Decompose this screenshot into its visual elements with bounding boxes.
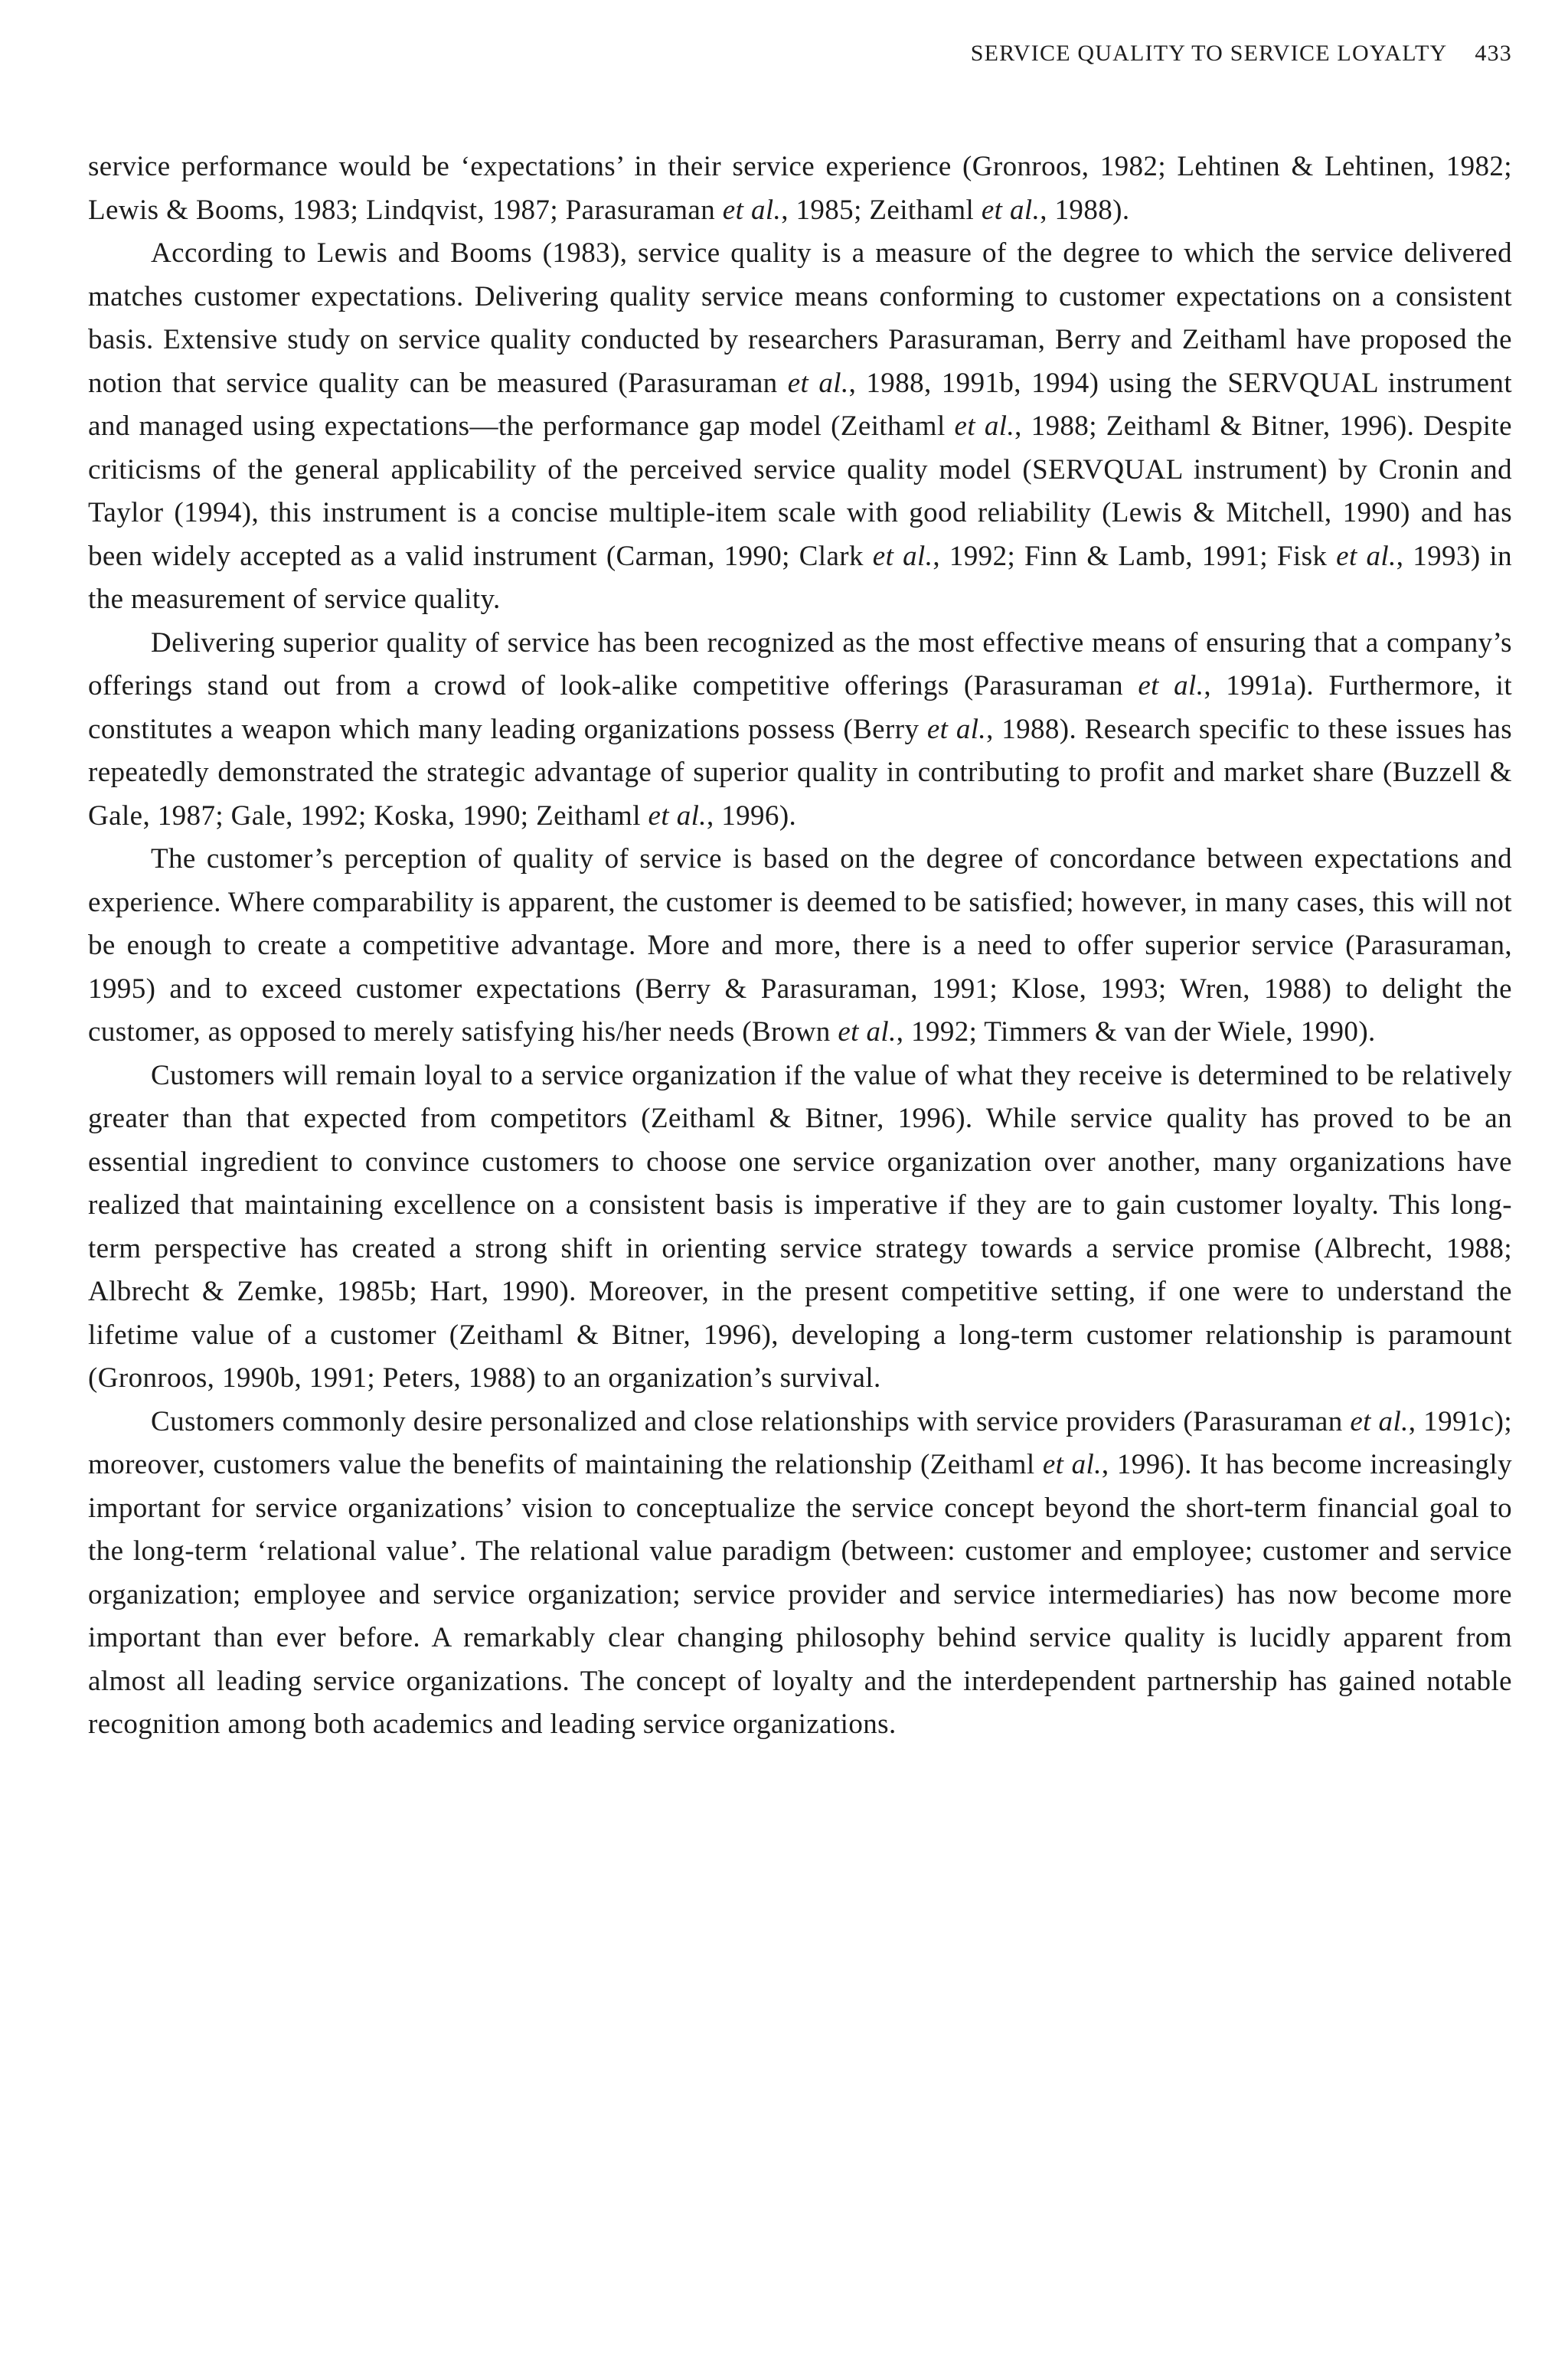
italic-text: et al.: [838, 1016, 897, 1048]
body-paragraph: [88, 1401, 1512, 1747]
italic-text: et al.: [722, 194, 782, 226]
italic-text: et al.: [648, 799, 707, 832]
running-header: [88, 31, 1512, 77]
paragraph-text: , 1993) in the measurement of service quality.: [88, 540, 1512, 615]
paragraph-text: , 1988, 1991b, 1994) using the SERVQUAL instrument and managed using expectations—the performance gap model (Zeithaml: [88, 367, 1512, 442]
paragraph-text: Customers will remain loyal to a service organization if the value of what they receive is determined to be relatively greater than that expected from competitors (Zeithaml & Bitner, 1996). While service quality has proved to be an essential ingredient to convince customers to choose one service organization over another, many organizations have realized that maintaining excellence on a consistent basis is imperative if they are to gain customer loyalty. This long-term perspective has created a strong shift in orienting service strategy towards a service promise (Albrecht, 1988; Albrecht & Zemke, 1985b; Hart, 1990). Moreover, in the present competitive setting, if one were to understand the lifetime value of a customer (Zeithaml & Bitner, 1996), developing a long-term customer relationship is paramount (Gronroos, 1990b, 1991; Peters, 1988) to an organization’s survival.: [88, 1059, 1512, 1394]
paragraph-text: , 1988).: [1040, 194, 1130, 226]
paragraph-text: , 1991a). Furthermore, it constitutes a weapon which many leading organizations possess (Berry: [88, 670, 1512, 745]
running-title: SERVICE QUALITY TO SERVICE LOYALTY: [970, 41, 1448, 66]
paragraph-text: , 1988). Research specific to these issues has repeatedly demonstrated the strategic advantage of superior quality in contributing to profit and market share (Buzzell & Gale, 1987; Gale, 1992; Koska, 1990; Zeithaml: [88, 713, 1512, 832]
paragraph-text: service performance would be ‘expectations’ in their service experience (Gronroos, 1982; Lehtinen & Lehtinen, 1982; Lewis & Booms, 1983; Lindqvist, 1987; Parasuraman: [88, 151, 1512, 226]
italic-text: et al.: [954, 410, 1015, 442]
italic-text: et al.: [872, 540, 933, 572]
paragraph-text: , 1988; Zeithaml & Bitner, 1996). Despite criticisms of the general applicability of the perceived service quality model (SERVQUAL instrument) by Cronin and Taylor (1994), this instrument is a concise multiple-item scale with good reliability (Lewis & Mitchell, 1990) and has been widely accepted as a valid instrument (Carman, 1990; Clark: [88, 410, 1512, 572]
italic-text: et al.: [1042, 1449, 1102, 1480]
journal-page: [88, 31, 1512, 1747]
paragraph-text: Customers commonly desire personalized and close relationships with service providers (Parasuraman: [151, 1405, 1351, 1437]
italic-text: et al.: [1350, 1405, 1409, 1437]
italic-text: et al.: [981, 194, 1040, 226]
page-number: 433: [1475, 41, 1512, 66]
paragraph-text: , 1996).: [706, 799, 797, 832]
paragraph-text: The customer’s perception of quality of service is based on the degree of concordance between expectations and experience. Where comparability is apparent, the customer is deemed to be satisfied; however, in many cases, this will not be enough to create a competitive advantage. More and more, there is a need to offer superior service (Parasuraman, 1995) and to exceed customer expectations (Berry & Parasuraman, 1991; Klose, 1993; Wren, 1988) to delight the customer, as opposed to merely satisfying his/her needs (Brown: [88, 843, 1512, 1048]
paragraph-text: , 1996). It has become increasingly important for service organizations’ vision to conceptualize the service concept beyond the short-term financial goal to the long-term ‘relational value’. The relational value paradigm (between: customer and employee; customer and service organization; employee and service organization; service provider and service intermediaries) has now become more important than ever before. A remarkably clear changing philosophy behind service quality is lucidly apparent from almost all leading service organizations. The concept of loyalty and the interdependent partnership has gained notable recognition among both academics and leading service organizations.: [88, 1449, 1513, 1740]
paragraph-text: Delivering superior quality of service has been recognized as the most effective means of ensuring that a company’s offerings stand out from a crowd of look-alike competitive offerings (Parasuraman: [88, 626, 1512, 701]
body-paragraph: [88, 146, 1512, 232]
body-paragraph: [88, 838, 1512, 1054]
paragraph-text: , 1992; Timmers & van der Wiele, 1990).: [896, 1016, 1376, 1048]
italic-text: et al.: [787, 367, 849, 399]
body-paragraph: [88, 622, 1512, 839]
paragraph-text: , 1991c); moreover, customers value the benefits of maintaining the relationship (Zeithaml: [88, 1405, 1513, 1480]
italic-text: et al.: [926, 713, 987, 745]
body-paragraph: [88, 1054, 1512, 1401]
italic-text: et al.: [1138, 670, 1204, 701]
italic-text: et al.: [1336, 540, 1396, 572]
paragraph-text: , 1992; Finn & Lamb, 1991; Fisk: [933, 540, 1337, 572]
paragraph-text: According to Lewis and Booms (1983), service quality is a measure of the degree to which the service delivered matches customer expectations. Delivering quality service means conforming to customer expectations on a consistent basis. Extensive study on service quality conducted by researchers Parasuraman, Berry and Zeithaml have proposed the notion that service quality can be measured (Parasuraman: [88, 237, 1512, 399]
paragraph-text: , 1985; Zeithaml: [781, 194, 982, 226]
body-paragraph: [88, 232, 1512, 622]
body-text: [88, 146, 1512, 1747]
